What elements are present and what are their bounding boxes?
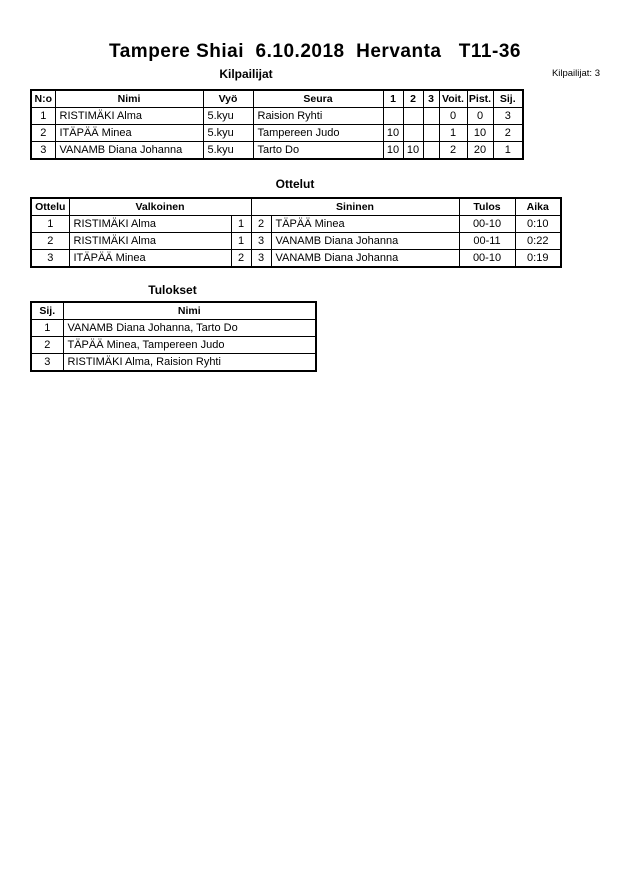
- table-row: [31, 354, 316, 372]
- cell-points: 0: [467, 108, 493, 125]
- cell-round-1: [383, 108, 403, 125]
- cell-white-no: 1: [231, 216, 251, 233]
- table-row: [31, 125, 523, 142]
- header-seura: Seura: [253, 90, 383, 108]
- cell-name: ITÄPÄÄ Minea: [55, 125, 203, 142]
- header-pist: Pist.: [467, 90, 493, 108]
- matches-header-row: [31, 198, 561, 216]
- header-round-1: 1: [383, 90, 403, 108]
- cell-no: 2: [31, 125, 55, 142]
- table-row: [31, 337, 316, 354]
- cell-belt: 5.kyu: [203, 142, 253, 160]
- cell-blue-name: TÄPÄÄ Minea: [271, 216, 459, 233]
- cell-name-club: VANAMB Diana Johanna, Tarto Do: [63, 320, 316, 337]
- cell-round-2: [403, 108, 423, 125]
- cell-wins: 0: [439, 108, 467, 125]
- results-section-title: Tulokset: [148, 283, 197, 297]
- cell-result: 00-11: [459, 233, 515, 250]
- cell-club: Raision Ryhti: [253, 108, 383, 125]
- cell-belt: 5.kyu: [203, 108, 253, 125]
- cell-round-1: 10: [383, 125, 403, 142]
- cell-white-name: RISTIMÄKI Alma: [69, 233, 231, 250]
- cell-time: 0:10: [515, 216, 561, 233]
- competitors-count: Kilpailijat: 3: [551, 68, 600, 79]
- cell-white-no: 1: [231, 233, 251, 250]
- table-row: [31, 108, 523, 125]
- cell-result: 00-10: [459, 216, 515, 233]
- matches-table: [30, 197, 562, 268]
- cell-blue-name: VANAMB Diana Johanna: [271, 250, 459, 268]
- cell-points: 10: [467, 125, 493, 142]
- cell-match-no: 3: [31, 250, 69, 268]
- header-valkoinen: Valkoinen: [69, 198, 251, 216]
- matches-section-title: Ottelut: [275, 177, 315, 191]
- header-no: N:o: [31, 90, 55, 108]
- cell-blue-name: VANAMB Diana Johanna: [271, 233, 459, 250]
- cell-white-name: RISTIMÄKI Alma: [69, 216, 231, 233]
- cell-round-3: [423, 108, 439, 125]
- header-sininen: Sininen: [251, 198, 459, 216]
- table-row: [31, 142, 523, 160]
- header-sij: Sij.: [31, 302, 63, 320]
- cell-round-2: 10: [403, 142, 423, 160]
- competitors-table: [30, 89, 524, 160]
- cell-place: 3: [31, 354, 63, 372]
- cell-wins: 2: [439, 142, 467, 160]
- results-table: [30, 301, 317, 372]
- header-ottelu: Ottelu: [31, 198, 69, 216]
- table-row: [31, 320, 316, 337]
- cell-place: 2: [31, 337, 63, 354]
- cell-place: 3: [493, 108, 523, 125]
- cell-match-no: 2: [31, 233, 69, 250]
- cell-blue-no: 3: [251, 233, 271, 250]
- table-row: [31, 233, 561, 250]
- cell-round-3: [423, 142, 439, 160]
- cell-time: 0:19: [515, 250, 561, 268]
- competitors-section-title: Kilpailijat: [219, 67, 273, 81]
- cell-club: Tarto Do: [253, 142, 383, 160]
- header-round-3: 3: [423, 90, 439, 108]
- cell-blue-no: 3: [251, 250, 271, 268]
- cell-result: 00-10: [459, 250, 515, 268]
- cell-points: 20: [467, 142, 493, 160]
- cell-place: 1: [493, 142, 523, 160]
- cell-belt: 5.kyu: [203, 125, 253, 142]
- cell-wins: 1: [439, 125, 467, 142]
- header-sij: Sij.: [493, 90, 523, 108]
- cell-place: 1: [31, 320, 63, 337]
- results-header-row: [31, 302, 316, 320]
- cell-no: 1: [31, 108, 55, 125]
- cell-white-no: 2: [231, 250, 251, 268]
- cell-round-1: 10: [383, 142, 403, 160]
- header-tulos: Tulos: [459, 198, 515, 216]
- table-row: [31, 216, 561, 233]
- header-round-2: 2: [403, 90, 423, 108]
- cell-time: 0:22: [515, 233, 561, 250]
- cell-white-name: ITÄPÄÄ Minea: [69, 250, 231, 268]
- cell-blue-no: 2: [251, 216, 271, 233]
- cell-no: 3: [31, 142, 55, 160]
- header-nimi: Nimi: [63, 302, 316, 320]
- competitors-header-row: [31, 90, 523, 108]
- header-vyo: Vyö: [203, 90, 253, 108]
- table-row: [31, 250, 561, 268]
- header-nimi: Nimi: [55, 90, 203, 108]
- cell-name: RISTIMÄKI Alma: [55, 108, 203, 125]
- cell-match-no: 1: [31, 216, 69, 233]
- page-title: Tampere Shiai 6.10.2018 Hervanta T11-36: [109, 41, 521, 62]
- cell-name-club: RISTIMÄKI Alma, Raision Ryhti: [63, 354, 316, 372]
- cell-round-3: [423, 125, 439, 142]
- cell-club: Tampereen Judo: [253, 125, 383, 142]
- cell-place: 2: [493, 125, 523, 142]
- cell-name-club: TÄPÄÄ Minea, Tampereen Judo: [63, 337, 316, 354]
- cell-name: VANAMB Diana Johanna: [55, 142, 203, 160]
- header-voit: Voit.: [439, 90, 467, 108]
- header-aika: Aika: [515, 198, 561, 216]
- cell-round-2: [403, 125, 423, 142]
